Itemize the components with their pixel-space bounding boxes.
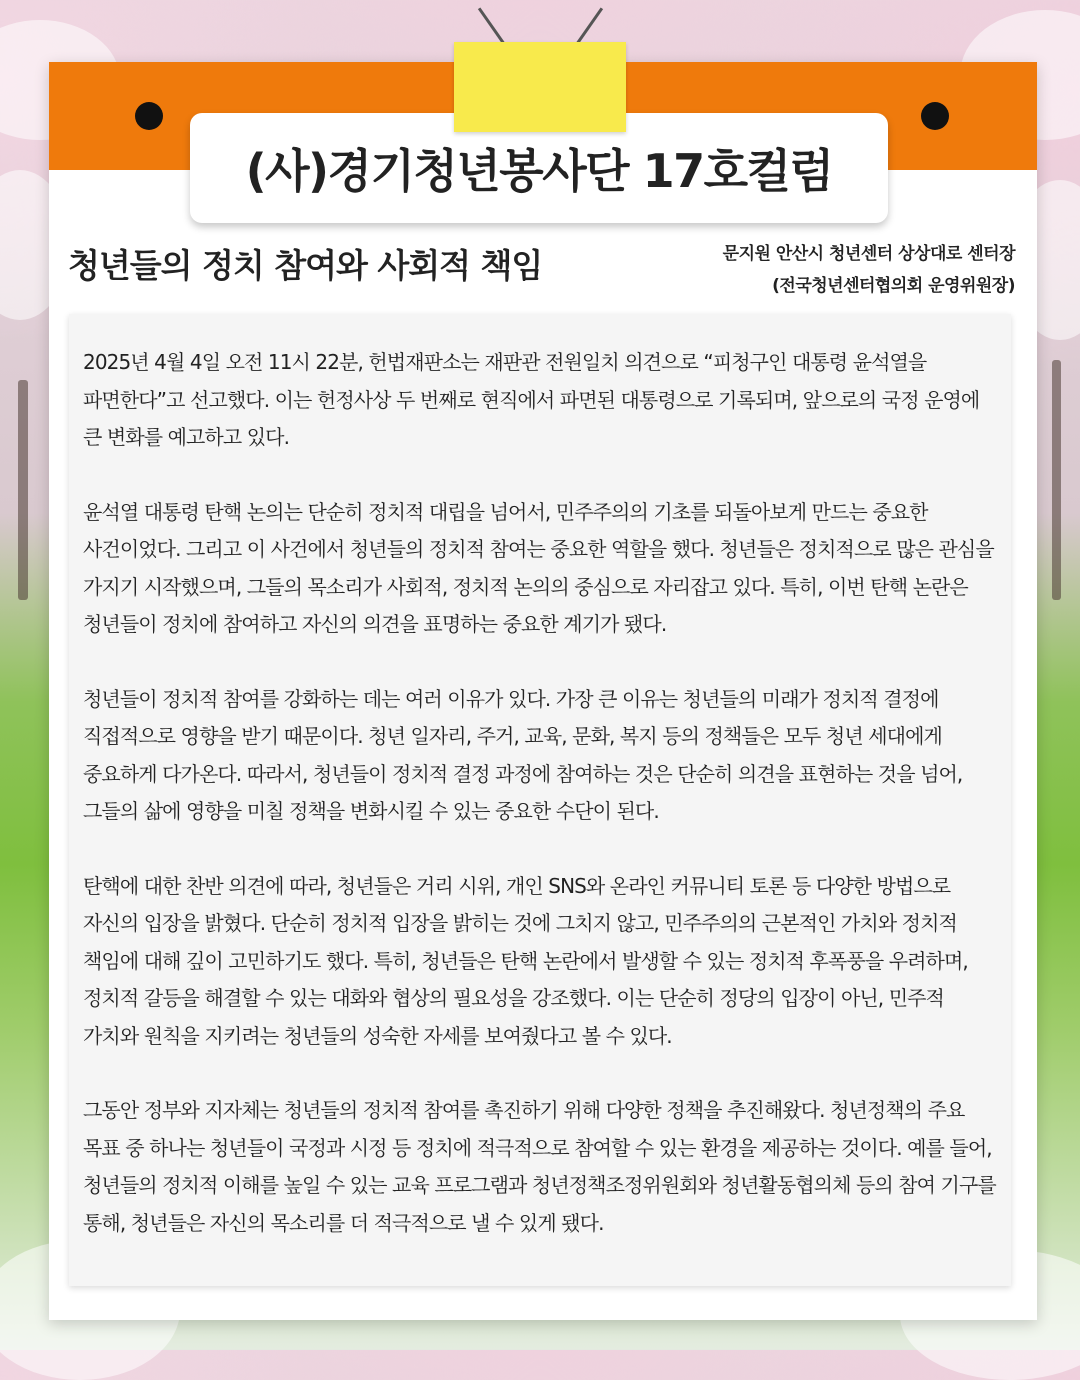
clip-wire-left	[478, 7, 507, 46]
binder-hole-left	[135, 102, 163, 130]
author-info	[723, 238, 1015, 302]
article-title: 청년들의 정치 참여와 사회적 책임	[68, 246, 543, 285]
binder-hole-right	[921, 102, 949, 130]
clip-wire-right	[574, 7, 603, 46]
paper-clip	[454, 42, 626, 132]
article-body	[69, 314, 1011, 1286]
article-paragraph: 청년들이 정치적 참여를 강화하는 데는 여러 이유가 있다. 가장 큰 이유는 청년들의 미래가 정치적 결정에 직접적으로 영향을 받기 때문이다. 청년 일자리, 주거, 교육, 문화, 복지 등의 정책들은 모두 청년 세대에게 중요하게 다가온다. 따라서, 청년들이 정치적 결정 과정에 참여하는 것은 단순히 의견을 표현하는 것을 넘어, 그들의 삶에 영향을 미칠 정책을 변화시킬 수 있는 중요한 수단이 된다.	[83, 686, 963, 823]
article-paragraph: 그동안 정부와 지자체는 청년들의 정치적 참여를 촉진하기 위해 다양한 정책을 추진해왔다. 청년정책의 주요 목표 중 하나는 청년들이 국정과 시정 등 정치에 적극적으로 참여할 수 있는 환경을 제공하는 것이다. 예를 들어, 청년들의 정치적 이해를 높일 수 있는 교육 프로그램과 청년정책조정위원회와 청년활동협의체 등의 참여 기구를 통해, 청년들은 자신의 목소리를 더 적극적으로 낼 수 있게 됐다.	[83, 1098, 996, 1235]
author-affiliation-line: (전국청년센터협의회 운영위원장)	[772, 276, 1015, 296]
article-paragraph: 탄핵에 대한 찬반 의견에 따라, 청년들은 거리 시위, 개인 SNS와 온라인 커뮤니티 토론 등 다양한 방법으로 자신의 입장을 밝혔다. 단순히 정치적 입장을 밝히는 것에 그치지 않고, 민주주의의 근본적인 가치와 정치적 책임에 대해 깊이 고민하기도 했다. 특히, 청년들은 탄핵 논란에서 발생할 수 있는 정치적 후폭풍을 우려하며, 정치적 갈등을 해결할 수 있는 대화와 협상의 필요성을 강조했다. 이는 단순히 정당의 입장이 아닌, 민주적 가치와 원칙을 지키려는 청년들의 성숙한 자세를 보여줬다고 볼 수 있다.	[83, 873, 968, 1048]
article-paragraph: 2025년 4월 4일 오전 11시 22분, 헌법재판소는 재판관 전원일치 의견으로 “피청구인 대통령 윤석열을 파면한다”고 선고했다. 이는 헌정사상 두 번째로 현직에서 파면된 대통령으로 기록되며, 앞으로의 국정 운영에 큰 변화를 예고하고 있다.	[83, 350, 980, 449]
author-name-line: 문지원 안산시 청년센터 상상대로 센터장	[722, 244, 1015, 264]
article-paragraph: 윤석열 대통령 탄핵 논의는 단순히 정치적 대립을 넘어서, 민주주의의 기초를 되돌아보게 만드는 중요한 사건이었다. 그리고 이 사건에서 청년들의 정치적 참여는 중요한 역할을 했다. 청년들은 정치적으로 많은 관심을 가지기 시작했으며, 그들의 목소리가 사회적, 정치적 논의의 중심으로 자리잡고 있다. 특히, 이번 탄핵 논란은 청년들이 정치에 참여하고 자신의 의견을 표명하는 중요한 계기가 됐다.	[83, 499, 994, 636]
column-series-title: (사)경기청년봉사단 17호컬럼	[245, 144, 833, 198]
